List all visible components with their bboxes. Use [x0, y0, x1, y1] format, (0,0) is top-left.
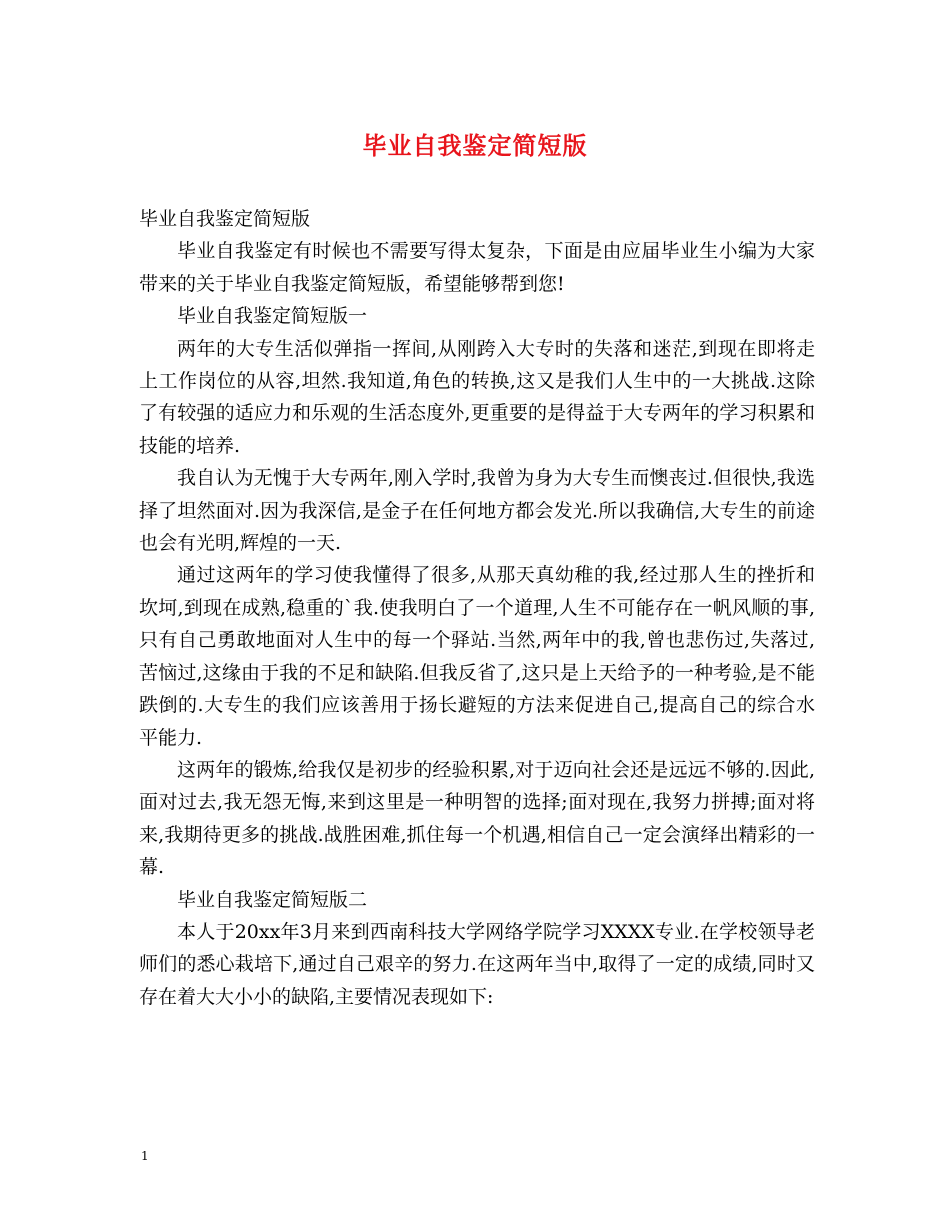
body-paragraph: 两年的大专生活似弹指一挥间,从刚跨入大专时的失落和迷茫,到现在即将走上工作岗位的从容,坦然.我知道,角色的转换,这又是我们人生中的一大挑战.这除了有较强的适应力和乐观的生活态度外,更重要的是得益于大专两年的学习积累和技能的培养.: [139, 337, 815, 457]
intro-paragraph: 毕业自我鉴定有时候也不需要写得太复杂，下面是由应届毕业生小编为大家带来的关于毕业自我鉴定简短版，希望能够帮到您!: [139, 240, 815, 295]
document-title: 毕业自我鉴定简短版: [362, 131, 588, 160]
body-paragraph: 通过这两年的学习使我懂得了很多,从那天真幼稚的我,经过那人生的挫折和坎坷,到现在成熟,稳重的`我.使我明白了一个道理,人生不可能存在一帆风顺的事,只有自己勇敢地面对人生中的每一个驿站.当然,两年中的我,曾也悲伤过,失落过,苦恼过,这缘由于我的不足和缺陷.但我反省了,这只是上天给予的一种考验,是不能跌倒的.大专生的我们应该善用于扬长避短的方法来促进自己,提高自己的综合水平能力.: [139, 564, 815, 749]
intro-heading: 毕业自我鉴定简短版: [139, 208, 311, 230]
section-heading-one: 毕业自我鉴定简短版一: [177, 305, 368, 328]
page-number: 1: [141, 1149, 149, 1163]
document-body: [139, 203, 815, 1013]
section-heading-two: 毕业自我鉴定简短版二: [177, 888, 368, 911]
body-paragraph: 这两年的锻炼,给我仅是初步的经验积累,对于迈向社会还是远远不够的.因此,面对过去,我无怨无悔,来到这里是一种明智的选择;面对现在,我努力拼搏;面对将来,我期待更多的挑战.战胜困难,抓住每一个机遇,相信自己一定会演绎出精彩的一幕.: [139, 758, 815, 879]
body-paragraph: 本人于20xx年3月来到西南科技大学网络学院学习XXXX专业.在学校领导老师们的悉心栽培下,通过自己艰辛的努力.在这两年当中,取得了一定的成绩,同时又存在着大大小小的缺陷,主要情况表现如下:: [139, 920, 815, 1008]
body-paragraph: 我自认为无愧于大专两年,刚入学时,我曾为身为大专生而懊丧过.但很快,我选择了坦然面对.因为我深信,是金子在任何地方都会发光.所以我确信,大专生的前途也会有光明,辉煌的一天.: [139, 467, 815, 555]
